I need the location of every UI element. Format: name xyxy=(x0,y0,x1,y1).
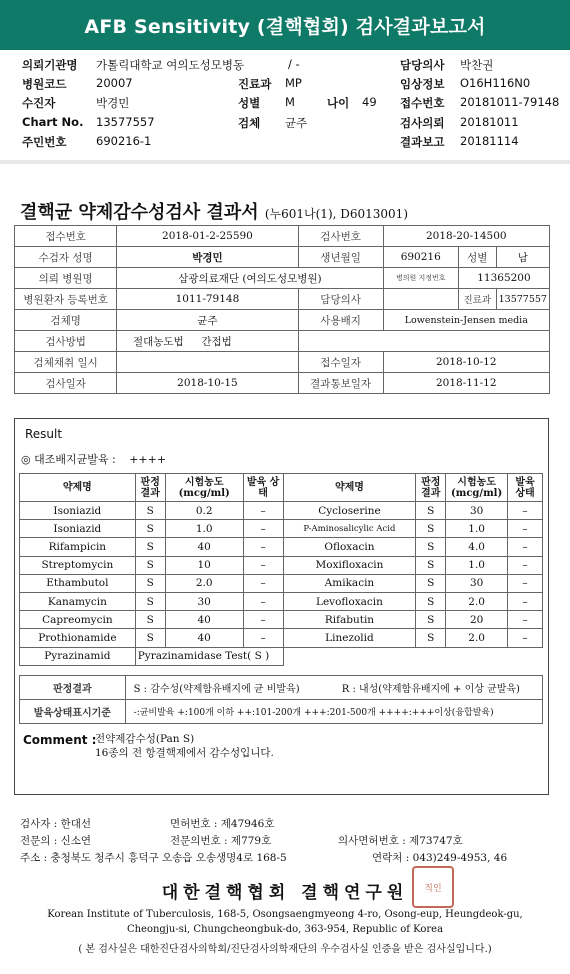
drug-name: Streptomycin xyxy=(20,556,136,574)
drug-name: Cycloserine xyxy=(283,502,416,520)
drug-rows xyxy=(20,502,543,648)
drug-concentration: 30 xyxy=(446,502,508,520)
drug-growth: – xyxy=(243,538,283,556)
birthdate-label: 생년월일 xyxy=(298,247,383,268)
pyrazinamid-result: Pyrazinamidase Test( S ) xyxy=(135,647,283,665)
drug-concentration: 4.0 xyxy=(446,538,508,556)
specimen-value: 균주 xyxy=(285,116,308,130)
result-section xyxy=(14,418,549,795)
receipt-no-value: 2018-01-2-25590 xyxy=(117,226,298,247)
pyrazinamid-name: Pyrazinamid xyxy=(20,647,136,665)
certification-note: ( 본 검사실은 대한진단검사의학회/진단검사의학재단의 우수검사실 인증을 받은 검사실입니다.) xyxy=(78,944,492,955)
drug-judgement: S xyxy=(135,502,165,520)
gender-value: 남 xyxy=(496,247,549,268)
drug-name: Levofloxacin xyxy=(283,592,416,610)
drug-judgement: S xyxy=(135,556,165,574)
doctor-license: 의사면허번호 : 제73747호 xyxy=(338,835,463,847)
drug-growth: – xyxy=(243,520,283,538)
drug-concentration: 1.0 xyxy=(165,520,243,538)
col-growth: 발육 상태 xyxy=(243,474,283,502)
table-row xyxy=(15,268,550,289)
col-drug-name-2: 약제명 xyxy=(283,474,416,502)
drug-growth: – xyxy=(508,502,543,520)
exam-no-value: 2018-20-14500 xyxy=(383,226,549,247)
drug-growth: – xyxy=(508,556,543,574)
sex-label: 성별 xyxy=(238,96,261,110)
report-date-label: 결과보고 xyxy=(400,135,445,149)
collection-label: 검체채취 일시 xyxy=(15,352,117,373)
growth-criteria-label: 발육상태표시기준 xyxy=(20,700,126,724)
department-value: 13577557 xyxy=(496,289,549,310)
drug-growth: – xyxy=(243,611,283,629)
drug-growth: – xyxy=(243,574,283,592)
specimen-label: 검체 xyxy=(238,116,261,130)
comment-label: Comment : xyxy=(23,733,97,747)
specimen-name-label: 검체명 xyxy=(15,310,117,331)
patient-info-block xyxy=(0,50,570,160)
drug-judgement: S xyxy=(416,592,446,610)
drug-name: Capreomycin xyxy=(20,611,136,629)
drug-name: Linezolid xyxy=(283,629,416,647)
col-concentration-2: 시험농도 (mcg/ml) xyxy=(446,474,508,502)
request-date-label: 검사의뢰 xyxy=(400,116,445,130)
birthdate-value: 690216 xyxy=(383,247,458,268)
drug-sensitivity-table xyxy=(19,473,543,666)
drug-judgement: S xyxy=(135,611,165,629)
collection-value xyxy=(117,352,298,373)
col-growth-2: 발육 상태 xyxy=(508,474,543,502)
organization-name: 대한결핵협회 결핵연구원 xyxy=(161,883,409,903)
drug-concentration: 40 xyxy=(165,629,243,647)
drug-growth: – xyxy=(508,538,543,556)
drug-growth: – xyxy=(243,629,283,647)
report-title xyxy=(20,198,408,224)
drug-judgement: S xyxy=(416,611,446,629)
control-growth-line xyxy=(21,451,166,467)
comment-line-2: 16종의 전 항결핵제에서 감수성입니다. xyxy=(95,747,274,759)
drug-name: Ethambutol xyxy=(20,574,136,592)
drug-concentration: 40 xyxy=(165,611,243,629)
drug-name: Prothionamide xyxy=(20,629,136,647)
comment-text xyxy=(95,732,274,760)
table-row xyxy=(15,226,550,247)
receipt-label: 접수번호 xyxy=(400,96,445,110)
drug-name: Rifabutin xyxy=(283,611,416,629)
method-value-2: 간접법 xyxy=(199,331,298,352)
table-row xyxy=(15,331,550,352)
institution-value: 가톨릭대학교 여의도성모병동 xyxy=(96,58,245,72)
patient-reg-label: 병원환자 등록번호 xyxy=(15,289,117,310)
info-row-2 xyxy=(0,76,570,94)
hospital-name-value: 삼광의료재단 (여의도성모병원) xyxy=(117,268,383,289)
table-row xyxy=(20,700,543,724)
drug-concentration: 1.0 xyxy=(446,520,508,538)
drug-judgement: S xyxy=(135,592,165,610)
department-label: 진료과 xyxy=(458,289,496,310)
table-row xyxy=(20,520,543,538)
clinical-label: 임상정보 xyxy=(400,77,445,91)
request-date-value: 20181011 xyxy=(460,115,519,129)
doctor-label: 담당의사 xyxy=(400,58,445,72)
report-form-code: (누601나(1), D6013001) xyxy=(264,207,409,221)
drug-judgement: S xyxy=(135,538,165,556)
notify-date-label: 결과통보일자 xyxy=(298,373,383,394)
control-growth-label: ◎ 대조배지균발육 : xyxy=(21,453,116,466)
table-row xyxy=(15,247,550,268)
drug-concentration: 2.0 xyxy=(446,629,508,647)
drug-concentration: 10 xyxy=(165,556,243,574)
info-row-5 xyxy=(0,134,570,152)
hospital-code-label: 병원코드 xyxy=(22,77,67,91)
subject-name-label: 수검자 성명 xyxy=(15,247,117,268)
info-row-4 xyxy=(0,115,570,133)
institution-label: 의뢰기관명 xyxy=(22,58,78,72)
table-row xyxy=(20,538,543,556)
drug-concentration: 1.0 xyxy=(446,556,508,574)
notify-date-value: 2018-11-12 xyxy=(383,373,549,394)
drug-judgement: S xyxy=(135,629,165,647)
drug-growth: – xyxy=(243,592,283,610)
specialist-name: 전문의 : 신소연 xyxy=(20,835,92,847)
method-blank xyxy=(298,331,549,352)
hospital-reg-value: 11365200 xyxy=(458,268,549,289)
doctor-value: 박찬권 xyxy=(460,58,494,72)
hospital-reg-label: 병의원 지정번호 xyxy=(383,268,458,289)
lab-contact: 연락처 : 043)249-4953, 46 xyxy=(372,852,508,864)
medium-label: 사용배지 xyxy=(298,310,383,331)
col-drug-name: 약제명 xyxy=(20,474,136,502)
drug-name: Rifampicin xyxy=(20,538,136,556)
section-divider xyxy=(0,160,570,164)
drug-growth: – xyxy=(243,502,283,520)
received-date-label: 접수일자 xyxy=(298,352,383,373)
patient-reg-value: 1011-79148 xyxy=(117,289,298,310)
chart-value: 13577557 xyxy=(96,115,155,129)
drug-judgement: S xyxy=(135,520,165,538)
subject-name-value: 박경민 xyxy=(117,247,298,268)
drug-name: Isoniazid xyxy=(20,502,136,520)
drug-growth: – xyxy=(508,520,543,538)
info-row-3 xyxy=(0,95,570,113)
chart-label: Chart No. xyxy=(22,115,84,129)
comment-line-1: 전약제감수성(Pan S) xyxy=(95,733,195,745)
receipt-no-label: 접수번호 xyxy=(15,226,117,247)
drug-growth: – xyxy=(243,556,283,574)
drug-concentration: 2.0 xyxy=(446,592,508,610)
drug-name: Moxifloxacin xyxy=(283,556,416,574)
dept-label: 진료과 xyxy=(238,77,272,91)
gender-label: 성별 xyxy=(458,247,496,268)
table-row xyxy=(20,676,543,700)
drug-judgement: S xyxy=(135,574,165,592)
drug-growth: – xyxy=(508,629,543,647)
address-english-1: Korean Institute of Tuberculosis, 168-5, Osongsaengmyeong 4-ro, Osong-eup, Heungdeok-gu, xyxy=(47,909,523,920)
attending-label: 담당의사 xyxy=(298,289,383,310)
col-judgement-2: 판정 결과 xyxy=(416,474,446,502)
table-row xyxy=(20,629,543,647)
clinical-value: O16H116N0 xyxy=(460,76,531,90)
drug-judgement: S xyxy=(416,629,446,647)
criteria-table xyxy=(19,675,543,724)
judgement-r-text: R : 내성(약제함유배지에 + 이상 균발육) xyxy=(334,676,543,700)
sex-value: M xyxy=(285,95,295,109)
growth-criteria-text: -:균비발육 +:100개 이하 ++:101-200개 +++:201-500개 ++++:+++이상(융합발육) xyxy=(125,700,542,724)
table-row xyxy=(20,592,543,610)
age-value: 49 xyxy=(362,95,377,109)
drug-concentration: 30 xyxy=(446,574,508,592)
col-judgement: 판정 결과 xyxy=(135,474,165,502)
table-row xyxy=(20,647,543,665)
drug-growth: – xyxy=(508,574,543,592)
address-english-2: Cheongju-si, Chungcheongbuk-do, 363-954, Republic of Korea xyxy=(126,924,444,935)
drug-concentration: 40 xyxy=(165,538,243,556)
hospital-code-value: 20007 xyxy=(96,76,133,90)
age-label: 나이 xyxy=(327,96,350,110)
drug-growth: – xyxy=(508,611,543,629)
report-title-text: 결핵균 약제감수성검사 결과서 xyxy=(20,202,259,223)
drug-name: Ofloxacin xyxy=(283,538,416,556)
table-row xyxy=(15,352,550,373)
drug-concentration: 2.0 xyxy=(165,574,243,592)
judgement-s-text: S : 감수성(약제함유배지에 균 비발육) xyxy=(125,676,334,700)
drug-name: Amikacin xyxy=(283,574,416,592)
table-row xyxy=(15,373,550,394)
drug-concentration: 0.2 xyxy=(165,502,243,520)
medium-value: Lowenstein-Jensen media xyxy=(383,310,549,331)
dept-value: MP xyxy=(285,76,302,90)
drug-name: P-Aminosalicylic Acid xyxy=(283,520,416,538)
id-value: 690216-1 xyxy=(96,134,152,148)
official-seal-icon xyxy=(412,866,454,908)
examiner-name: 검사자 : 한대선 xyxy=(20,818,92,830)
drug-concentration: 20 xyxy=(446,611,508,629)
specimen-name-value: 균주 xyxy=(117,310,298,331)
drug-concentration: 30 xyxy=(165,592,243,610)
table-header-row xyxy=(20,474,543,502)
id-label: 주민번호 xyxy=(22,135,67,149)
pyrazinamid-blank xyxy=(283,647,542,665)
drug-judgement: S xyxy=(416,574,446,592)
method-value-1: 절대농도법 xyxy=(117,331,200,352)
drug-judgement: S xyxy=(416,538,446,556)
examiner-license: 면허번호 : 제47946호 xyxy=(170,818,275,830)
table-row xyxy=(15,310,550,331)
subject-value: 박경민 xyxy=(96,96,130,110)
result-label: Result xyxy=(25,427,63,441)
info-row-1 xyxy=(0,57,570,75)
table-row xyxy=(15,289,550,310)
received-date-value: 2018-10-12 xyxy=(383,352,549,373)
subject-label: 수진자 xyxy=(22,96,56,110)
drug-name: Isoniazid xyxy=(20,520,136,538)
report-info-table xyxy=(14,225,550,394)
judgement-label: 판정결과 xyxy=(20,676,126,700)
specialist-license: 전문의번호 : 제779호 xyxy=(170,835,272,847)
method-label: 검사방법 xyxy=(15,331,117,352)
drug-growth: – xyxy=(508,592,543,610)
col-concentration: 시험농도 (mcg/ml) xyxy=(165,474,243,502)
table-row xyxy=(20,502,543,520)
table-row xyxy=(20,574,543,592)
control-growth-value: ++++ xyxy=(129,453,167,466)
table-row xyxy=(20,611,543,629)
hospital-name-label: 의뢰 병원명 xyxy=(15,268,117,289)
table-row xyxy=(20,556,543,574)
exam-date-label: 검사일자 xyxy=(15,373,117,394)
exam-no-label: 검사번호 xyxy=(298,226,383,247)
receipt-value: 20181011-79148 xyxy=(460,95,560,109)
report-date-value: 20181114 xyxy=(460,134,519,148)
institution-extra: / - xyxy=(288,57,300,71)
drug-name: Kanamycin xyxy=(20,592,136,610)
seal-text: 직인 xyxy=(424,883,442,894)
drug-judgement: S xyxy=(416,520,446,538)
drug-judgement: S xyxy=(416,556,446,574)
report-header-title: AFB Sensitivity (결핵협회) 검사결과보고서 xyxy=(0,0,570,50)
attending-value xyxy=(383,289,458,310)
drug-judgement: S xyxy=(416,502,446,520)
exam-date-value: 2018-10-15 xyxy=(117,373,298,394)
lab-address: 주소 : 충청북도 청주시 흥덕구 오송읍 오송생명4로 168-5 xyxy=(20,852,287,864)
